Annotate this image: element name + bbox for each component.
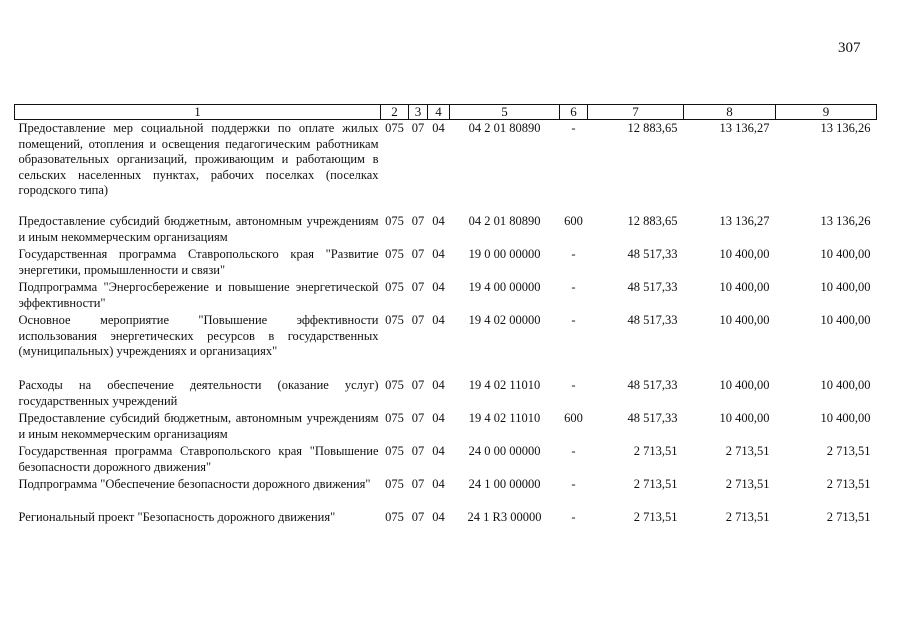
cell-ministry-code: 075 (385, 313, 404, 327)
cell-ministry-code: 075 (385, 247, 404, 261)
cell-expense-type: - (571, 247, 576, 261)
cell-subsection: 04 (432, 313, 445, 327)
row-name: Предоставление мер социальной поддержки по оплате жилых помещений, отопления и освещения педагогическим работникам образовательных организаций, проживающим и работающим в сельских населенных пунктах, рабочих поселках (поселках городского типа) (18, 121, 379, 197)
table-row (15, 443, 877, 476)
cell-target-code: 24 1 R3 00000 (467, 510, 542, 524)
cell-amount-8: 2 713,51 (725, 444, 770, 458)
cell-target-code: 24 0 00 00000 (468, 444, 541, 458)
cell-subsection: 04 (432, 214, 445, 228)
row-name: Предоставление субсидий бюджетным, автономным учреждениям и иным некоммерческим организациям (18, 411, 379, 441)
header-col-3: 3 (409, 105, 428, 120)
table-row (15, 246, 877, 279)
cell-expense-type: - (571, 313, 576, 327)
cell-ministry-code: 075 (385, 477, 404, 491)
cell-section: 07 (411, 444, 425, 458)
cell-amount-8: 2 713,51 (725, 510, 770, 524)
cell-amount-7: 2 713,51 (633, 510, 678, 524)
cell-expense-type: - (571, 444, 576, 458)
cell-subsection: 04 (432, 444, 445, 458)
cell-amount-9: 10 400,00 (820, 280, 871, 294)
cell-section: 07 (411, 247, 425, 261)
header-col-9: 9 (776, 105, 877, 120)
row-name: Государственная программа Ставропольского края "Повышение безопасности дорожного движения" (18, 444, 379, 474)
cell-section: 07 (411, 121, 425, 135)
row-name: Предоставление субсидий бюджетным, автономным учреждениям и иным некоммерческим организациям (18, 214, 379, 244)
cell-amount-9: 10 400,00 (820, 378, 871, 392)
cell-subsection: 04 (432, 477, 445, 491)
table-row (15, 279, 877, 312)
header-col-5: 5 (450, 105, 560, 120)
cell-ministry-code: 075 (385, 280, 404, 294)
cell-amount-7: 48 517,33 (627, 313, 678, 327)
cell-amount-7: 48 517,33 (627, 378, 678, 392)
cell-section: 07 (411, 280, 425, 294)
header-row (15, 105, 877, 120)
row-name: Основное мероприятие "Повышение эффективности использования энергетических ресурсов в государственных (муниципальных) учреждениях и организациях" (18, 313, 379, 358)
cell-amount-8: 10 400,00 (719, 378, 770, 392)
row-name: Государственная программа Ставропольского края "Развитие энергетики, промышленности и связи" (18, 247, 379, 277)
header-col-7: 7 (588, 105, 684, 120)
cell-section: 07 (411, 411, 425, 425)
table-row (15, 509, 877, 528)
cell-target-code: 19 4 00 00000 (468, 280, 541, 294)
cell-amount-9: 13 136,26 (820, 214, 871, 228)
cell-amount-9: 10 400,00 (820, 411, 871, 425)
cell-amount-7: 12 883,65 (627, 121, 678, 135)
cell-amount-9: 2 713,51 (826, 477, 871, 491)
cell-subsection: 04 (432, 280, 445, 294)
cell-amount-7: 48 517,33 (627, 280, 678, 294)
cell-ministry-code: 075 (385, 121, 404, 135)
cell-ministry-code: 075 (385, 214, 404, 228)
header-col-2: 2 (381, 105, 409, 120)
cell-expense-type: - (571, 378, 576, 392)
table-row (15, 120, 877, 214)
cell-section: 07 (411, 510, 425, 524)
cell-target-code: 24 1 00 00000 (468, 477, 541, 491)
header-col-6: 6 (560, 105, 588, 120)
cell-ministry-code: 075 (385, 411, 404, 425)
cell-amount-8: 10 400,00 (719, 313, 770, 327)
cell-subsection: 04 (432, 247, 445, 261)
cell-target-code: 19 4 02 11010 (468, 378, 541, 392)
cell-expense-type: 600 (564, 411, 583, 425)
cell-amount-9: 2 713,51 (826, 510, 871, 524)
row-name: Подпрограмма "Обеспечение безопасности дорожного движения" (18, 477, 371, 491)
cell-amount-8: 10 400,00 (719, 411, 770, 425)
page-number: 307 (838, 40, 861, 56)
cell-amount-7: 12 883,65 (627, 214, 678, 228)
cell-amount-7: 2 713,51 (633, 477, 678, 491)
cell-ministry-code: 075 (385, 510, 404, 524)
table-row (15, 312, 877, 377)
cell-section: 07 (411, 214, 425, 228)
cell-subsection: 04 (432, 510, 445, 524)
cell-amount-8: 10 400,00 (719, 247, 770, 261)
table-row (15, 476, 877, 509)
row-name: Региональный проект "Безопасность дорожного движения" (18, 510, 336, 524)
cell-amount-7: 48 517,33 (627, 247, 678, 261)
cell-expense-type: 600 (564, 214, 583, 228)
cell-target-code: 19 0 00 00000 (468, 247, 541, 261)
cell-target-code: 04 2 01 80890 (468, 214, 541, 228)
header-col-1: 1 (15, 105, 381, 120)
cell-amount-9: 2 713,51 (826, 444, 871, 458)
cell-expense-type: - (571, 280, 576, 294)
cell-subsection: 04 (432, 121, 445, 135)
row-name: Расходы на обеспечение деятельности (оказание услуг) государственных учреждений (18, 378, 379, 408)
cell-target-code: 19 4 02 11010 (468, 411, 541, 425)
cell-amount-9: 10 400,00 (820, 313, 871, 327)
cell-amount-8: 13 136,27 (719, 214, 770, 228)
cell-subsection: 04 (432, 411, 445, 425)
cell-expense-type: - (571, 121, 576, 135)
cell-target-code: 04 2 01 80890 (468, 121, 541, 135)
cell-amount-8: 10 400,00 (719, 280, 770, 294)
budget-table (14, 104, 877, 528)
table-header (15, 105, 877, 120)
cell-section: 07 (411, 477, 425, 491)
cell-amount-9: 13 136,26 (820, 121, 871, 135)
cell-amount-7: 48 517,33 (627, 411, 678, 425)
cell-amount-8: 13 136,27 (719, 121, 770, 135)
cell-expense-type: - (571, 477, 576, 491)
cell-ministry-code: 075 (385, 444, 404, 458)
cell-section: 07 (411, 378, 425, 392)
cell-amount-9: 10 400,00 (820, 247, 871, 261)
cell-section: 07 (411, 313, 425, 327)
table-row (15, 213, 877, 246)
table-row (15, 410, 877, 443)
header-col-8: 8 (684, 105, 776, 120)
cell-target-code: 19 4 02 00000 (468, 313, 541, 327)
table-body (15, 120, 877, 529)
cell-ministry-code: 075 (385, 378, 404, 392)
cell-subsection: 04 (432, 378, 445, 392)
header-col-4: 4 (428, 105, 450, 120)
cell-amount-8: 2 713,51 (725, 477, 770, 491)
row-name: Подпрограмма "Энергосбережение и повышение энергетической эффективности" (18, 280, 379, 310)
cell-expense-type: - (571, 510, 576, 524)
table-row (15, 377, 877, 410)
cell-amount-7: 2 713,51 (633, 444, 678, 458)
